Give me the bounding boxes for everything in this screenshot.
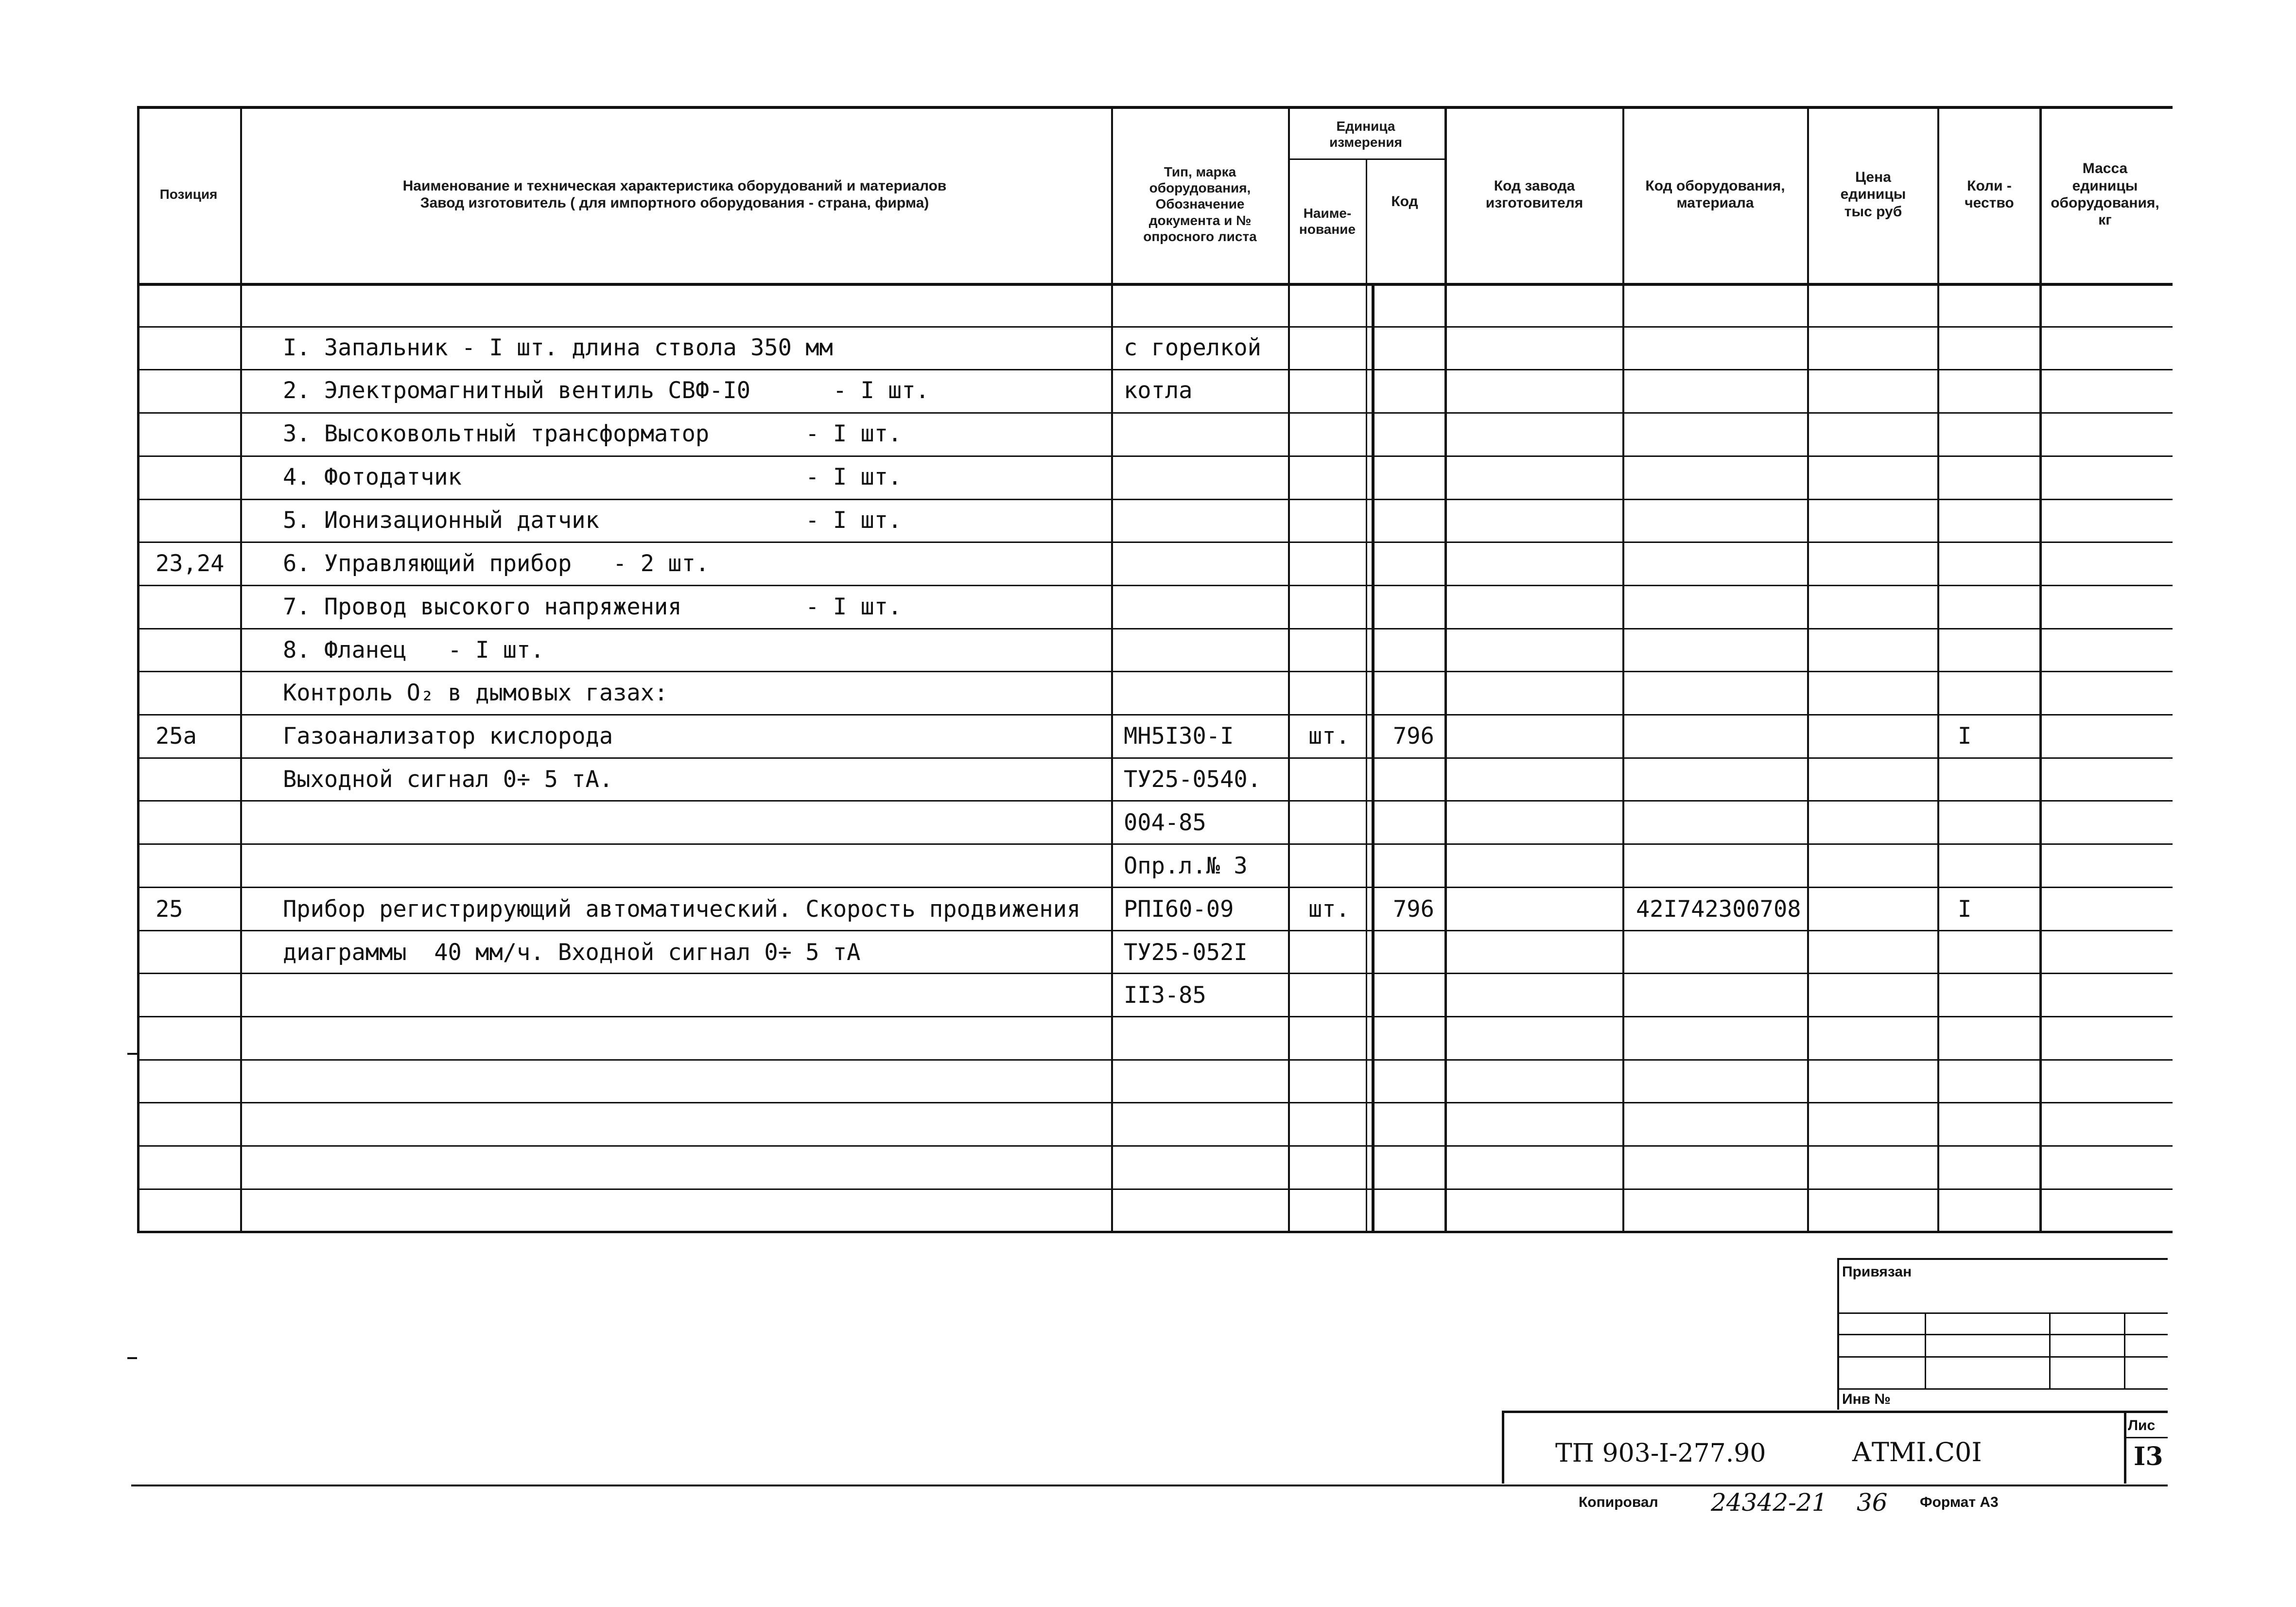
cell-qty: I bbox=[1958, 723, 1972, 750]
col-header-price bbox=[1809, 107, 1937, 282]
stamp-list-number: I3 bbox=[2134, 1442, 2163, 1471]
col-header-quantity bbox=[1939, 107, 2039, 282]
grid-line bbox=[137, 455, 2173, 457]
col-header-type-line1: Тип, марка bbox=[1164, 164, 1236, 180]
footer-sheet-number: 36 bbox=[1857, 1488, 1888, 1517]
cell-name: диаграммы 40 мм/ч. Входной сигнал 0÷ 5 тА bbox=[283, 939, 861, 966]
grid-line bbox=[1937, 106, 1939, 1231]
grid-line bbox=[137, 369, 2173, 370]
grid-line bbox=[137, 541, 2173, 543]
col-header-unit-code-label: Код bbox=[1391, 193, 1418, 210]
col-header-mass-line4: кг bbox=[2098, 212, 2112, 228]
col-header-equip-line1: Код оборудования, bbox=[1645, 177, 1785, 194]
grid-line bbox=[2124, 1411, 2126, 1484]
cell-type: ТУ25-052I bbox=[1124, 939, 1248, 966]
cell-name: 2. Электромагнитный вентиль СВФ-I0 - I шт. bbox=[283, 377, 929, 404]
grid-line bbox=[1837, 1334, 2168, 1335]
grid-line bbox=[137, 843, 2173, 845]
grid-line bbox=[137, 714, 2173, 716]
cell-type: котла bbox=[1124, 377, 1193, 404]
grid-line bbox=[1502, 1411, 2168, 1413]
cell-qty: I bbox=[1958, 896, 1972, 923]
col-header-equipment-code bbox=[1623, 107, 1807, 282]
grid-line bbox=[137, 326, 2173, 328]
grid-line bbox=[1925, 1312, 1926, 1388]
cell-name: Прибор регистрирующий автоматический. Скорость продвижения bbox=[283, 896, 1081, 923]
cell-code: 796 bbox=[1393, 896, 1434, 923]
grid-line bbox=[137, 628, 2173, 629]
grid-line bbox=[137, 887, 2173, 888]
col-header-unit-line1: Единица bbox=[1336, 118, 1395, 134]
cell-code: 796 bbox=[1393, 723, 1434, 750]
cell-pos: 25 bbox=[156, 896, 183, 923]
grid-line bbox=[137, 1059, 2173, 1061]
col-header-qty-line2: чество bbox=[1965, 195, 2014, 211]
col-header-type-line4: документа и № bbox=[1148, 212, 1252, 228]
grid-line bbox=[137, 930, 2173, 931]
grid-line bbox=[137, 1231, 2173, 1233]
stamp-sheet-code: АТМI.С0I bbox=[1852, 1437, 1982, 1467]
grid-line bbox=[1111, 106, 1113, 1231]
cell-type: Опр.л.№ 3 bbox=[1124, 853, 1248, 879]
cell-name: I. Запальник - I шт. длина ствола 350 мм bbox=[283, 334, 833, 361]
col-header-mass-line2: единицы bbox=[2072, 177, 2138, 194]
col-header-type-line2: оборудования, bbox=[1149, 180, 1251, 196]
grid-line bbox=[1837, 1258, 2168, 1260]
cell-type: с горелкой bbox=[1124, 334, 1261, 361]
grid-line bbox=[137, 1016, 2173, 1017]
cell-type: РПI60-09 bbox=[1124, 896, 1234, 923]
cell-name: Контроль О₂ в дымовых газах: bbox=[283, 680, 668, 706]
cell-name: 7. Провод высокого напряжения - I шт. bbox=[283, 594, 902, 620]
grid-line bbox=[137, 106, 139, 1231]
grid-line bbox=[1837, 1356, 2168, 1358]
cell-type: 004-85 bbox=[1124, 809, 1206, 836]
cell-pos: 25а bbox=[156, 723, 197, 750]
grid-line bbox=[137, 499, 2173, 500]
cell-name: Газоанализатор кислорода bbox=[283, 723, 613, 750]
grid-line bbox=[127, 1357, 137, 1359]
cell-name: 3. Высоковольтный трансформатор - I шт. bbox=[283, 420, 902, 447]
grid-line bbox=[2049, 1312, 2051, 1388]
col-header-price-line3: тыс руб bbox=[1844, 203, 1902, 220]
stamp-privyazan: Привязан bbox=[1842, 1264, 1912, 1280]
cell-pos: 23,24 bbox=[156, 550, 225, 577]
col-header-type-line5: опросного листа bbox=[1143, 228, 1257, 244]
footer-format: Формат А3 bbox=[1920, 1494, 1999, 1510]
grid-line bbox=[1372, 283, 1374, 1231]
col-header-unit-code bbox=[1366, 160, 1444, 243]
grid-line bbox=[137, 973, 2173, 974]
col-header-mass bbox=[2041, 107, 2169, 282]
cell-type: МН5I30-I bbox=[1124, 723, 1234, 750]
grid-line bbox=[1444, 106, 1447, 1231]
cell-name: 4. Фотодатчик - I шт. bbox=[283, 464, 902, 490]
grid-line bbox=[137, 671, 2173, 672]
col-header-qty-line1: Коли - bbox=[1967, 177, 2012, 194]
grid-line bbox=[131, 1485, 2168, 1486]
cell-unit: шт. bbox=[1308, 723, 1350, 750]
col-header-type-line3: Обозначение bbox=[1155, 196, 1245, 212]
grid-line bbox=[1807, 106, 1809, 1231]
stamp-inv-label: Инв № bbox=[1842, 1391, 1891, 1407]
col-header-factory-line2: изготовителя bbox=[1485, 195, 1583, 211]
grid-line bbox=[137, 800, 2173, 802]
col-header-equip-line2: материала bbox=[1676, 195, 1754, 211]
col-header-position bbox=[137, 107, 240, 282]
col-header-unit-name-line1: Наиме- bbox=[1303, 205, 1352, 221]
col-header-price-line2: единицы bbox=[1840, 186, 1906, 203]
grid-line bbox=[137, 1102, 2173, 1103]
col-header-unit-line2: измерения bbox=[1329, 135, 1402, 150]
grid-line bbox=[1288, 106, 1290, 1231]
grid-line bbox=[240, 106, 242, 1231]
cell-name: 6. Управляющий прибор - 2 шт. bbox=[283, 550, 710, 577]
footer-order-number: 24342-21 bbox=[1711, 1488, 1827, 1517]
col-header-mass-line3: оборудования, bbox=[2051, 195, 2159, 211]
grid-line bbox=[137, 1145, 2173, 1147]
cell-name: Выходной сигнал 0÷ 5 тА. bbox=[283, 766, 613, 793]
col-header-unit-name bbox=[1290, 160, 1365, 282]
grid-line bbox=[127, 1053, 137, 1055]
grid-line bbox=[1366, 158, 1367, 1231]
grid-line bbox=[2124, 1312, 2125, 1388]
cell-unit: шт. bbox=[1308, 896, 1350, 923]
grid-line bbox=[2039, 106, 2042, 1231]
cell-type: II3-85 bbox=[1124, 982, 1206, 1009]
cell-type: ТУ25-0540. bbox=[1124, 766, 1261, 793]
stamp-doc-code: ТП 903-I-277.90 bbox=[1555, 1439, 1766, 1468]
col-header-type bbox=[1112, 146, 1288, 262]
grid-line bbox=[2124, 1437, 2168, 1438]
col-header-unit-name-line2: нование bbox=[1299, 222, 1356, 237]
footer-copied-label: Копировал bbox=[1579, 1494, 1658, 1510]
col-header-price-line1: Цена bbox=[1855, 169, 1891, 185]
grid-line bbox=[1622, 106, 1624, 1231]
col-header-factory-code bbox=[1446, 107, 1622, 282]
grid-line bbox=[137, 106, 2173, 109]
stamp-list-label: Лис bbox=[2128, 1417, 2156, 1433]
grid-line bbox=[137, 412, 2173, 414]
grid-line bbox=[1837, 1388, 2168, 1390]
cell-equip: 42I742300708 bbox=[1636, 896, 1801, 923]
grid-line bbox=[137, 585, 2173, 586]
col-header-name bbox=[241, 107, 1108, 282]
grid-line bbox=[1837, 1312, 2168, 1314]
grid-line bbox=[137, 1188, 2173, 1190]
col-header-name-line2: Завод изготовитель ( для импортного оборудования - страна, фирма) bbox=[420, 195, 929, 211]
col-header-name-line1: Наименование и техническая характеристика оборудований и материалов bbox=[402, 177, 947, 194]
col-header-position-label: Позиция bbox=[159, 187, 218, 202]
grid-line bbox=[137, 757, 2173, 759]
grid-line bbox=[1502, 1411, 1504, 1484]
col-header-mass-line1: Масса bbox=[2082, 160, 2128, 177]
cell-name: 8. Фланец - I шт. bbox=[283, 637, 544, 664]
cell-name: 5. Ионизационный датчик - I шт. bbox=[283, 507, 902, 534]
col-header-factory-line1: Код завода bbox=[1494, 177, 1575, 194]
col-header-unit-group bbox=[1289, 111, 1443, 157]
grid-line bbox=[137, 283, 2173, 286]
